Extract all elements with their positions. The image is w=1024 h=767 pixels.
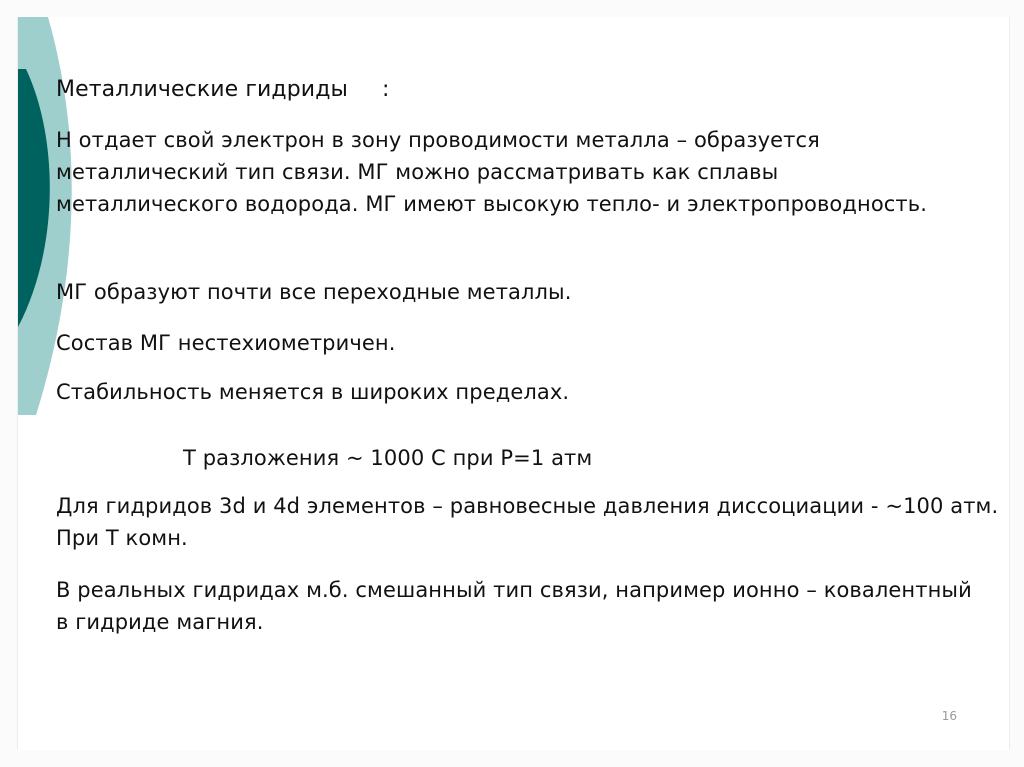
title-text: Металлические гидриды	[56, 77, 348, 102]
slide	[17, 17, 1010, 750]
paragraph-dissociation-pressure: Для гидридов 3d и 4d элементов – равновесные давления диссоциации - ~100 атм. При Т комн.	[56, 494, 999, 550]
paragraph-transition-metals: МГ образуют почти все переходные металлы.	[56, 280, 572, 304]
paragraph-mixed-bond: В реальных гидридах м.б. смешанный тип связи, например ионно – ковалентный в гидриде магния.	[56, 578, 972, 634]
page-number: 16	[941, 709, 957, 723]
slide-title	[56, 74, 390, 106]
paragraph-electron: Н отдает свой электрон в зону проводимости металла – образуется металлический тип связи. МГ можно рассматривать как сплавы металлического водорода. МГ имеют высокую тепло- и электропроводность.	[56, 128, 927, 216]
paragraph-decomposition-temperature: Т разложения ~ 1000 С при Р=1 атм	[183, 446, 593, 470]
title-colon: :	[382, 77, 390, 102]
paragraph-composition: Состав МГ нестехиометричен.	[56, 331, 396, 355]
paragraph-stability: Стабильность меняется в широких пределах.	[56, 380, 570, 404]
